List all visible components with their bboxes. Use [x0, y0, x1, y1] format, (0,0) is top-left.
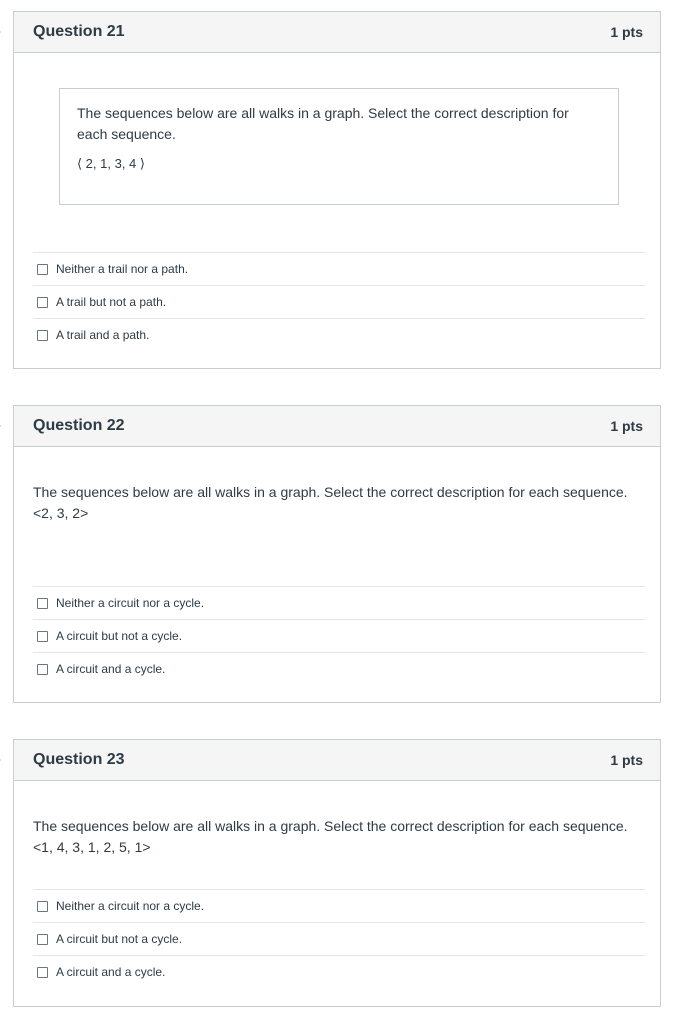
answer-label: A trail but not a path.: [56, 295, 167, 309]
question-22: [13, 405, 661, 703]
answer-label: A circuit and a cycle.: [56, 965, 166, 979]
question-header: [14, 740, 660, 781]
answer-option[interactable]: [33, 318, 645, 351]
checkbox[interactable]: [37, 264, 48, 275]
answer-list: [33, 889, 645, 988]
question-title: Question 23: [33, 751, 125, 768]
checkbox[interactable]: [37, 631, 48, 642]
checkbox[interactable]: [37, 297, 48, 308]
question-prompt: The sequences below are all walks in a graph. Select the correct description for each sequence.: [33, 484, 628, 500]
flag-question-icon[interactable]: [0, 23, 6, 41]
answer-option[interactable]: [33, 889, 645, 922]
answer-label: A circuit but not a cycle.: [56, 629, 183, 643]
question-text: [33, 482, 633, 524]
answer-option[interactable]: [33, 252, 645, 285]
checkbox[interactable]: [37, 901, 48, 912]
question-points: 1 pts: [610, 418, 643, 434]
walk-sequence: ⟨ 2, 1, 3, 4 ⟩: [77, 156, 145, 171]
question-header: [14, 406, 660, 447]
answer-label: Neither a circuit nor a cycle.: [56, 596, 205, 610]
question-title: Question 21: [33, 23, 125, 40]
answer-label: A circuit and a cycle.: [56, 662, 166, 676]
checkbox[interactable]: [37, 598, 48, 609]
answer-option[interactable]: [33, 652, 645, 685]
question-text-box: [59, 88, 619, 205]
question-header: [14, 12, 660, 53]
checkbox[interactable]: [37, 664, 48, 675]
walk-sequence: <1, 4, 3, 1, 2, 5, 1>: [33, 839, 151, 855]
answer-label: Neither a circuit nor a cycle.: [56, 899, 205, 913]
question-text: [33, 816, 633, 858]
question-title: Question 22: [33, 417, 125, 434]
flag-question-icon[interactable]: [0, 751, 6, 769]
answer-option[interactable]: [33, 586, 645, 619]
answer-label: A circuit but not a cycle.: [56, 932, 183, 946]
checkbox[interactable]: [37, 934, 48, 945]
checkbox[interactable]: [37, 967, 48, 978]
walk-sequence: <2, 3, 2>: [33, 505, 89, 521]
answer-option[interactable]: [33, 619, 645, 652]
question-points: 1 pts: [610, 752, 643, 768]
answer-label: Neither a trail nor a path.: [56, 262, 189, 276]
answer-label: A trail and a path.: [56, 328, 150, 342]
checkbox[interactable]: [37, 330, 48, 341]
answer-option[interactable]: [33, 955, 645, 988]
question-21: [13, 11, 661, 369]
answer-option[interactable]: [33, 922, 645, 955]
question-prompt: The sequences below are all walks in a graph. Select the correct description for each sequence.: [77, 105, 569, 142]
question-prompt: The sequences below are all walks in a graph. Select the correct description for each sequence.: [33, 818, 628, 834]
answer-option[interactable]: [33, 285, 645, 318]
answer-list: [33, 252, 645, 351]
flag-question-icon[interactable]: [0, 417, 6, 435]
question-points: 1 pts: [610, 24, 643, 40]
answer-list: [33, 586, 645, 685]
question-23: [13, 739, 661, 1007]
